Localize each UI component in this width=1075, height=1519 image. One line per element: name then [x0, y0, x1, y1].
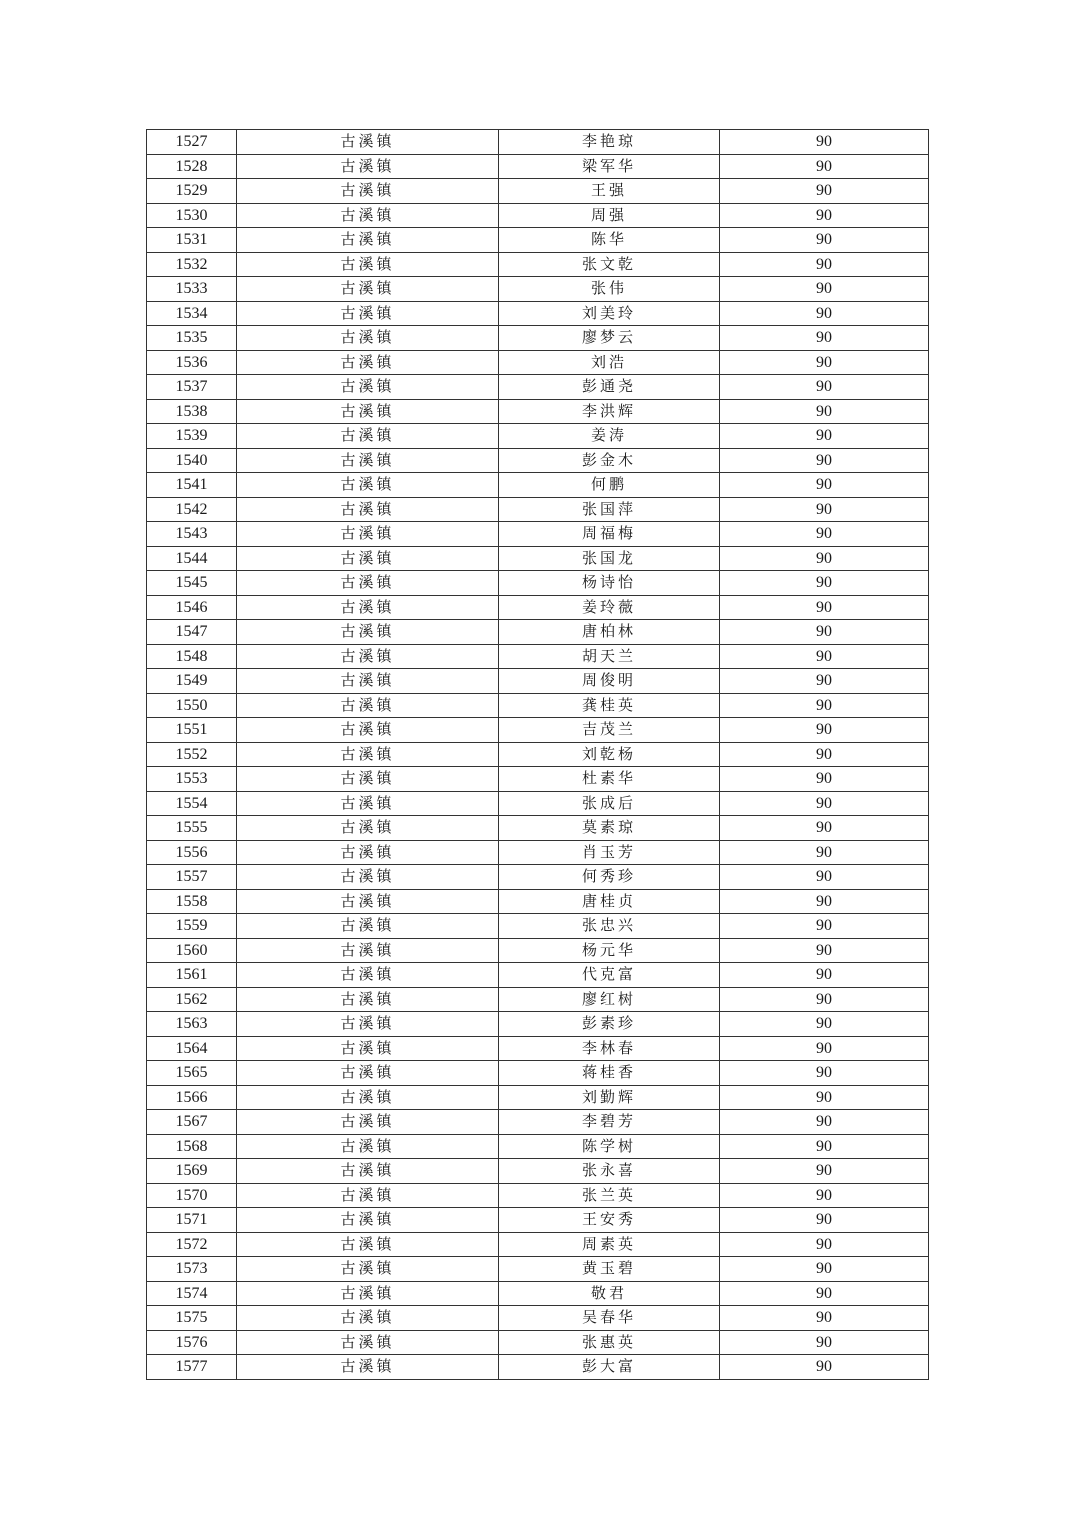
serial-number-cell: 1577	[147, 1355, 237, 1380]
score-cell: 90	[720, 1281, 929, 1306]
person-name-cell: 敬君	[499, 1281, 720, 1306]
person-name-cell: 周俊明	[499, 669, 720, 694]
score-cell: 90	[720, 1036, 929, 1061]
table-row	[147, 130, 929, 155]
serial-number-cell: 1576	[147, 1330, 237, 1355]
table-row	[147, 203, 929, 228]
score-cell: 90	[720, 375, 929, 400]
serial-number-cell: 1568	[147, 1134, 237, 1159]
person-name-cell: 刘勤辉	[499, 1085, 720, 1110]
table-row	[147, 791, 929, 816]
table-row	[147, 1061, 929, 1086]
town-cell: 古溪镇	[237, 644, 499, 669]
person-name-cell: 代克富	[499, 963, 720, 988]
town-cell: 古溪镇	[237, 816, 499, 841]
score-cell: 90	[720, 326, 929, 351]
person-name-cell: 陈华	[499, 228, 720, 253]
score-cell: 90	[720, 1355, 929, 1380]
town-cell: 古溪镇	[237, 742, 499, 767]
town-cell: 古溪镇	[237, 1355, 499, 1380]
town-cell: 古溪镇	[237, 179, 499, 204]
serial-number-cell: 1567	[147, 1110, 237, 1135]
person-name-cell: 杨诗怡	[499, 571, 720, 596]
person-name-cell: 张文乾	[499, 252, 720, 277]
town-cell: 古溪镇	[237, 1281, 499, 1306]
serial-number-cell: 1546	[147, 595, 237, 620]
town-cell: 古溪镇	[237, 130, 499, 155]
serial-number-cell: 1530	[147, 203, 237, 228]
score-cell: 90	[720, 1085, 929, 1110]
person-name-cell: 彭通尧	[499, 375, 720, 400]
score-cell: 90	[720, 595, 929, 620]
serial-number-cell: 1562	[147, 987, 237, 1012]
town-cell: 古溪镇	[237, 277, 499, 302]
town-cell: 古溪镇	[237, 252, 499, 277]
person-name-cell: 周强	[499, 203, 720, 228]
serial-number-cell: 1570	[147, 1183, 237, 1208]
score-cell: 90	[720, 889, 929, 914]
person-name-cell: 何鹏	[499, 473, 720, 498]
serial-number-cell: 1543	[147, 522, 237, 547]
serial-number-cell: 1555	[147, 816, 237, 841]
score-cell: 90	[720, 252, 929, 277]
table-row	[147, 277, 929, 302]
serial-number-cell: 1533	[147, 277, 237, 302]
score-cell: 90	[720, 914, 929, 939]
table-row	[147, 1281, 929, 1306]
town-cell: 古溪镇	[237, 595, 499, 620]
town-cell: 古溪镇	[237, 326, 499, 351]
serial-number-cell: 1531	[147, 228, 237, 253]
serial-number-cell: 1566	[147, 1085, 237, 1110]
town-cell: 古溪镇	[237, 448, 499, 473]
table-row	[147, 914, 929, 939]
serial-number-cell: 1550	[147, 693, 237, 718]
town-cell: 古溪镇	[237, 865, 499, 890]
town-cell: 古溪镇	[237, 301, 499, 326]
town-cell: 古溪镇	[237, 669, 499, 694]
town-cell: 古溪镇	[237, 1208, 499, 1233]
table-row	[147, 1110, 929, 1135]
person-name-cell: 廖红树	[499, 987, 720, 1012]
table-row	[147, 718, 929, 743]
person-name-cell: 陈学树	[499, 1134, 720, 1159]
score-cell: 90	[720, 791, 929, 816]
town-cell: 古溪镇	[237, 1257, 499, 1282]
table-row	[147, 1257, 929, 1282]
town-cell: 古溪镇	[237, 546, 499, 571]
serial-number-cell: 1539	[147, 424, 237, 449]
score-cell: 90	[720, 399, 929, 424]
serial-number-cell: 1529	[147, 179, 237, 204]
table-row	[147, 375, 929, 400]
serial-number-cell: 1545	[147, 571, 237, 596]
table-row	[147, 571, 929, 596]
town-cell: 古溪镇	[237, 228, 499, 253]
person-name-cell: 杜素华	[499, 767, 720, 792]
town-cell: 古溪镇	[237, 1306, 499, 1331]
score-cell: 90	[720, 1061, 929, 1086]
serial-number-cell: 1565	[147, 1061, 237, 1086]
serial-number-cell: 1536	[147, 350, 237, 375]
table-row	[147, 399, 929, 424]
person-name-cell: 唐桂贞	[499, 889, 720, 914]
person-name-cell: 唐柏林	[499, 620, 720, 645]
serial-number-cell: 1564	[147, 1036, 237, 1061]
serial-number-cell: 1538	[147, 399, 237, 424]
town-cell: 古溪镇	[237, 1134, 499, 1159]
town-cell: 古溪镇	[237, 375, 499, 400]
person-name-cell: 吉茂兰	[499, 718, 720, 743]
score-cell: 90	[720, 497, 929, 522]
score-cell: 90	[720, 644, 929, 669]
town-cell: 古溪镇	[237, 571, 499, 596]
table-row	[147, 497, 929, 522]
person-name-cell: 张永喜	[499, 1159, 720, 1184]
person-name-cell: 周素英	[499, 1232, 720, 1257]
score-cell: 90	[720, 840, 929, 865]
score-cell: 90	[720, 816, 929, 841]
serial-number-cell: 1535	[147, 326, 237, 351]
person-name-cell: 张兰英	[499, 1183, 720, 1208]
score-cell: 90	[720, 963, 929, 988]
score-cell: 90	[720, 130, 929, 155]
serial-number-cell: 1542	[147, 497, 237, 522]
town-cell: 古溪镇	[237, 693, 499, 718]
table-row	[147, 669, 929, 694]
town-cell: 古溪镇	[237, 497, 499, 522]
score-cell: 90	[720, 718, 929, 743]
person-name-cell: 刘美玲	[499, 301, 720, 326]
table-row	[147, 1012, 929, 1037]
table-row	[147, 620, 929, 645]
score-cell: 90	[720, 301, 929, 326]
score-cell: 90	[720, 1110, 929, 1135]
person-name-cell: 李洪辉	[499, 399, 720, 424]
table-row	[147, 865, 929, 890]
person-name-cell: 张伟	[499, 277, 720, 302]
town-cell: 古溪镇	[237, 154, 499, 179]
table-row	[147, 840, 929, 865]
table-row	[147, 448, 929, 473]
person-name-cell: 梁军华	[499, 154, 720, 179]
serial-number-cell: 1537	[147, 375, 237, 400]
table-row	[147, 252, 929, 277]
town-cell: 古溪镇	[237, 203, 499, 228]
person-name-cell: 姜玲薇	[499, 595, 720, 620]
person-name-cell: 胡天兰	[499, 644, 720, 669]
score-cell: 90	[720, 669, 929, 694]
table-row	[147, 301, 929, 326]
table-row	[147, 1306, 929, 1331]
town-cell: 古溪镇	[237, 1012, 499, 1037]
town-cell: 古溪镇	[237, 399, 499, 424]
serial-number-cell: 1548	[147, 644, 237, 669]
town-cell: 古溪镇	[237, 1232, 499, 1257]
serial-number-cell: 1571	[147, 1208, 237, 1233]
score-cell: 90	[720, 154, 929, 179]
serial-number-cell: 1572	[147, 1232, 237, 1257]
town-cell: 古溪镇	[237, 1061, 499, 1086]
table-row	[147, 816, 929, 841]
town-cell: 古溪镇	[237, 767, 499, 792]
serial-number-cell: 1544	[147, 546, 237, 571]
score-cell: 90	[720, 522, 929, 547]
table-row	[147, 1134, 929, 1159]
table-row	[147, 987, 929, 1012]
town-cell: 古溪镇	[237, 620, 499, 645]
person-name-cell: 杨元华	[499, 938, 720, 963]
score-cell: 90	[720, 546, 929, 571]
serial-number-cell: 1527	[147, 130, 237, 155]
person-name-cell: 黄玉碧	[499, 1257, 720, 1282]
town-cell: 古溪镇	[237, 1085, 499, 1110]
town-cell: 古溪镇	[237, 987, 499, 1012]
serial-number-cell: 1551	[147, 718, 237, 743]
person-name-cell: 王强	[499, 179, 720, 204]
town-cell: 古溪镇	[237, 889, 499, 914]
person-name-cell: 张忠兴	[499, 914, 720, 939]
table-row	[147, 1036, 929, 1061]
table-row	[147, 546, 929, 571]
serial-number-cell: 1532	[147, 252, 237, 277]
serial-number-cell: 1558	[147, 889, 237, 914]
town-cell: 古溪镇	[237, 522, 499, 547]
score-cell: 90	[720, 277, 929, 302]
score-cell: 90	[720, 179, 929, 204]
table-row	[147, 595, 929, 620]
serial-number-cell: 1547	[147, 620, 237, 645]
person-name-cell: 何秀珍	[499, 865, 720, 890]
person-name-cell: 张国龙	[499, 546, 720, 571]
table-row	[147, 1208, 929, 1233]
score-cell: 90	[720, 350, 929, 375]
town-cell: 古溪镇	[237, 914, 499, 939]
town-cell: 古溪镇	[237, 1036, 499, 1061]
table-row	[147, 1232, 929, 1257]
person-name-cell: 李林春	[499, 1036, 720, 1061]
table-row	[147, 644, 929, 669]
person-name-cell: 莫素琼	[499, 816, 720, 841]
serial-number-cell: 1560	[147, 938, 237, 963]
serial-number-cell: 1552	[147, 742, 237, 767]
table-row	[147, 889, 929, 914]
score-cell: 90	[720, 620, 929, 645]
table-row	[147, 522, 929, 547]
person-name-cell: 廖梦云	[499, 326, 720, 351]
table-row	[147, 424, 929, 449]
table-row	[147, 1183, 929, 1208]
score-cell: 90	[720, 865, 929, 890]
score-cell: 90	[720, 938, 929, 963]
score-cell: 90	[720, 1183, 929, 1208]
person-name-cell: 蒋桂香	[499, 1061, 720, 1086]
person-name-cell: 周福梅	[499, 522, 720, 547]
town-cell: 古溪镇	[237, 1183, 499, 1208]
score-cell: 90	[720, 1159, 929, 1184]
table-row	[147, 350, 929, 375]
person-name-cell: 张惠英	[499, 1330, 720, 1355]
person-name-cell: 彭素珍	[499, 1012, 720, 1037]
roster-table-body	[147, 130, 929, 1380]
table-row	[147, 693, 929, 718]
table-row	[147, 1085, 929, 1110]
serial-number-cell: 1554	[147, 791, 237, 816]
score-cell: 90	[720, 1330, 929, 1355]
town-cell: 古溪镇	[237, 718, 499, 743]
serial-number-cell: 1574	[147, 1281, 237, 1306]
table-row	[147, 938, 929, 963]
person-name-cell: 彭金木	[499, 448, 720, 473]
score-cell: 90	[720, 1134, 929, 1159]
serial-number-cell: 1541	[147, 473, 237, 498]
serial-number-cell: 1557	[147, 865, 237, 890]
score-cell: 90	[720, 203, 929, 228]
score-cell: 90	[720, 424, 929, 449]
town-cell: 古溪镇	[237, 1330, 499, 1355]
score-cell: 90	[720, 571, 929, 596]
person-name-cell: 肖玉芳	[499, 840, 720, 865]
town-cell: 古溪镇	[237, 840, 499, 865]
table-row	[147, 767, 929, 792]
town-cell: 古溪镇	[237, 938, 499, 963]
score-cell: 90	[720, 1012, 929, 1037]
table-row	[147, 228, 929, 253]
serial-number-cell: 1534	[147, 301, 237, 326]
person-name-cell: 张国萍	[499, 497, 720, 522]
town-cell: 古溪镇	[237, 1159, 499, 1184]
person-name-cell: 王安秀	[499, 1208, 720, 1233]
roster-table	[146, 129, 929, 1380]
serial-number-cell: 1575	[147, 1306, 237, 1331]
score-cell: 90	[720, 1257, 929, 1282]
table-row	[147, 742, 929, 767]
town-cell: 古溪镇	[237, 473, 499, 498]
serial-number-cell: 1559	[147, 914, 237, 939]
town-cell: 古溪镇	[237, 424, 499, 449]
serial-number-cell: 1540	[147, 448, 237, 473]
table-row	[147, 326, 929, 351]
person-name-cell: 李碧芳	[499, 1110, 720, 1135]
serial-number-cell: 1553	[147, 767, 237, 792]
table-row	[147, 1330, 929, 1355]
table-row	[147, 473, 929, 498]
table-row	[147, 1159, 929, 1184]
table-row	[147, 963, 929, 988]
person-name-cell: 刘乾杨	[499, 742, 720, 767]
serial-number-cell: 1556	[147, 840, 237, 865]
score-cell: 90	[720, 1306, 929, 1331]
score-cell: 90	[720, 693, 929, 718]
score-cell: 90	[720, 473, 929, 498]
town-cell: 古溪镇	[237, 963, 499, 988]
serial-number-cell: 1573	[147, 1257, 237, 1282]
town-cell: 古溪镇	[237, 791, 499, 816]
person-name-cell: 张成后	[499, 791, 720, 816]
serial-number-cell: 1549	[147, 669, 237, 694]
table-row	[147, 1355, 929, 1380]
score-cell: 90	[720, 767, 929, 792]
person-name-cell: 吴春华	[499, 1306, 720, 1331]
person-name-cell: 李艳琼	[499, 130, 720, 155]
person-name-cell: 龚桂英	[499, 693, 720, 718]
serial-number-cell: 1569	[147, 1159, 237, 1184]
serial-number-cell: 1528	[147, 154, 237, 179]
table-row	[147, 179, 929, 204]
serial-number-cell: 1561	[147, 963, 237, 988]
table-row	[147, 154, 929, 179]
score-cell: 90	[720, 987, 929, 1012]
town-cell: 古溪镇	[237, 350, 499, 375]
score-cell: 90	[720, 1232, 929, 1257]
score-cell: 90	[720, 1208, 929, 1233]
person-name-cell: 彭大富	[499, 1355, 720, 1380]
score-cell: 90	[720, 448, 929, 473]
score-cell: 90	[720, 742, 929, 767]
person-name-cell: 姜涛	[499, 424, 720, 449]
score-cell: 90	[720, 228, 929, 253]
town-cell: 古溪镇	[237, 1110, 499, 1135]
serial-number-cell: 1563	[147, 1012, 237, 1037]
person-name-cell: 刘浩	[499, 350, 720, 375]
